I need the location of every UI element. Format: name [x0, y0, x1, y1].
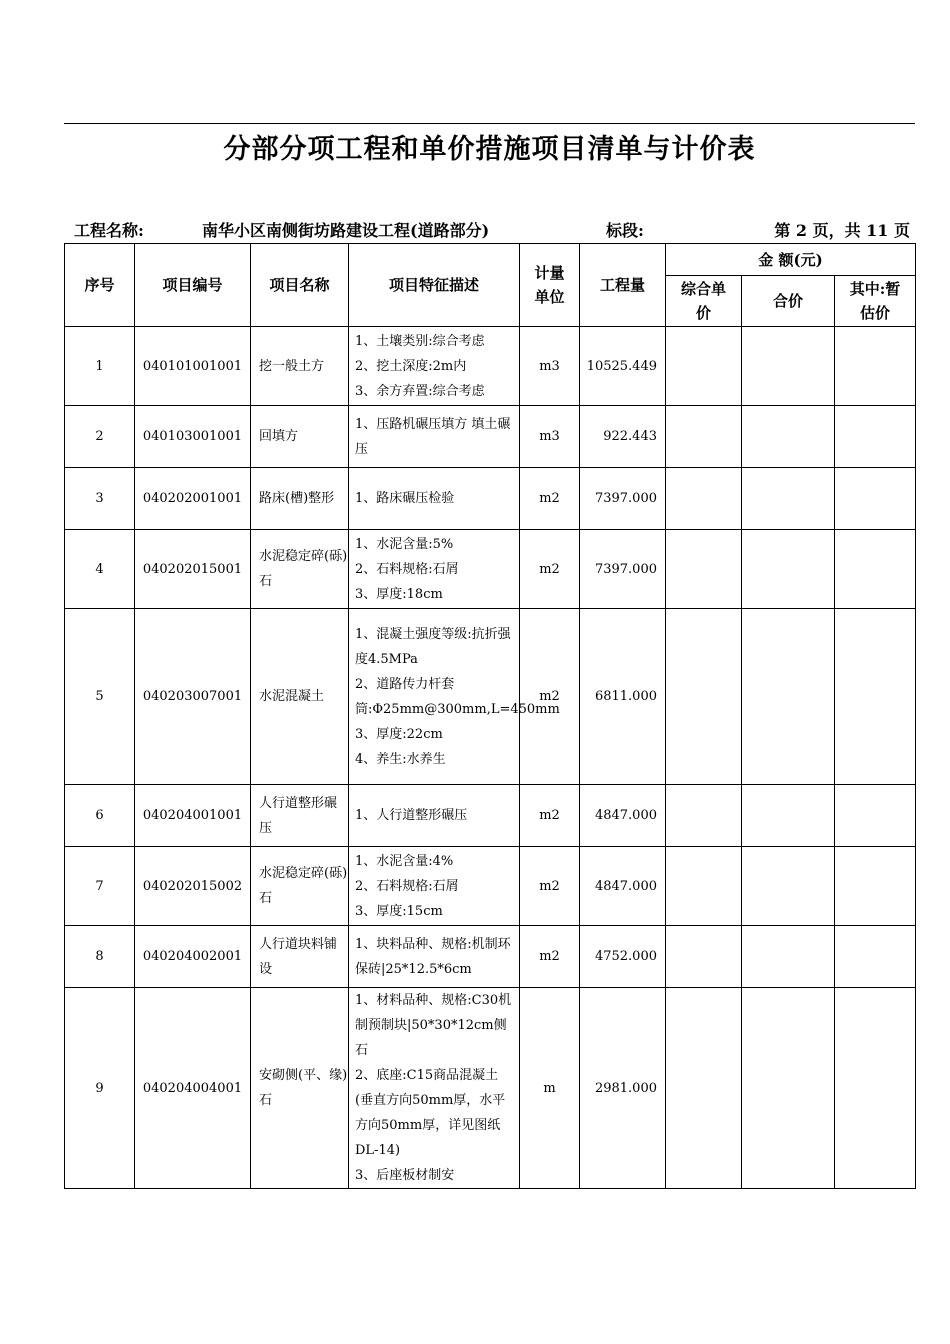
desc-line: 2、石料规格:石屑 [355, 561, 459, 577]
cell-desc [349, 530, 520, 609]
table-row [65, 468, 916, 530]
cell-total [742, 530, 835, 609]
cell-name: 路床(槽)整形 [251, 468, 349, 530]
desc-line: 1、混凝土强度等级:抗折强度4.5MPa [355, 626, 511, 667]
cell-code: 040203007001 [135, 609, 251, 785]
table-row [65, 406, 916, 468]
cell-code: 040103001001 [135, 406, 251, 468]
table-row [65, 530, 916, 609]
cell-desc [349, 468, 520, 530]
page-title: 分部分项工程和单价措施项目清单与计价表 [223, 134, 756, 165]
cell-qty: 2981.000 [580, 988, 666, 1189]
cell-code: 040204004001 [135, 988, 251, 1189]
cell-desc [349, 988, 520, 1189]
header-amount: 金 额(元) [666, 244, 916, 276]
desc-line: 4、养生:水养生 [355, 751, 446, 767]
desc-line: 1、路床碾压检验 [355, 491, 455, 506]
header-desc: 项目特征描述 [349, 244, 520, 327]
cell-unit: m2 [520, 530, 580, 609]
desc-line: 2、挖土深度:2m内 [355, 358, 467, 374]
desc-line: 3、厚度:22cm [355, 726, 443, 742]
desc-line: 2、底座:C15商品混凝土(垂直方向50mm厚，水平方向50mm厚，详见图纸DL-14) [355, 1068, 506, 1158]
cell-seq: 3 [65, 468, 135, 530]
cell-unit-price [666, 530, 742, 609]
desc-line: 3、厚度:15cm [355, 903, 443, 919]
cell-seq: 2 [65, 406, 135, 468]
cell-total [742, 988, 835, 1189]
cell-qty: 7397.000 [580, 530, 666, 609]
cell-qty: 10525.449 [580, 327, 666, 406]
project-label: 工程名称: [74, 221, 144, 240]
desc-line: 1、土壤类别:综合考虑 [355, 333, 485, 349]
cell-seq: 8 [65, 926, 135, 988]
cell-name: 安砌侧(平、缘)石 [251, 988, 349, 1189]
cell-seq: 9 [65, 988, 135, 1189]
cell-name: 人行道整形碾压 [251, 785, 349, 847]
cell-code: 040204001001 [135, 785, 251, 847]
cell-unit-price [666, 988, 742, 1189]
cell-provisional [835, 847, 916, 926]
table-header [65, 244, 916, 327]
cell-seq: 1 [65, 327, 135, 406]
header-unit: 计量单位 [520, 244, 580, 327]
project-name: 南华小区南侧街坊路建设工程(道路部分) [202, 221, 490, 240]
cell-unit: m2 [520, 847, 580, 926]
desc-line: 2、道路传力杆套筒:Φ25mm@300mm,L=450mm [355, 676, 560, 717]
cell-unit-price [666, 468, 742, 530]
table-row [65, 847, 916, 926]
desc-line: 3、后座板材制安 [355, 1168, 455, 1183]
desc-line: 3、厚度:18cm [355, 586, 443, 602]
cell-code: 040204002001 [135, 926, 251, 988]
cell-name: 回填方 [251, 406, 349, 468]
cell-total [742, 926, 835, 988]
cell-unit: m3 [520, 327, 580, 406]
desc-line: 1、块料品种、规格:机制环保砖|25*12.5*6cm [355, 936, 511, 977]
bill-table [64, 243, 916, 1189]
cell-code: 040202015002 [135, 847, 251, 926]
cell-seq: 4 [65, 530, 135, 609]
header-total: 合价 [742, 276, 835, 327]
page-info: 第 2 页，共 11 页 [774, 221, 910, 240]
cell-provisional [835, 609, 916, 785]
cell-code: 040202015001 [135, 530, 251, 609]
cell-provisional [835, 785, 916, 847]
cell-provisional [835, 988, 916, 1189]
cell-qty: 4847.000 [580, 847, 666, 926]
desc-line: 1、水泥含量:5% [355, 536, 454, 552]
table-row [65, 926, 916, 988]
cell-provisional [835, 926, 916, 988]
header-qty: 工程量 [580, 244, 666, 327]
cell-name: 人行道块料铺设 [251, 926, 349, 988]
cell-desc [349, 926, 520, 988]
project-meta [74, 220, 910, 242]
table-row [65, 988, 916, 1189]
cell-code: 040202001001 [135, 468, 251, 530]
desc-line: 2、石料规格:石屑 [355, 878, 459, 894]
cell-unit-price [666, 327, 742, 406]
desc-line: 1、水泥含量:4% [355, 853, 454, 869]
cell-qty: 922.443 [580, 406, 666, 468]
table-row [65, 785, 916, 847]
desc-line: 1、材料品种、规格:C30机制预制块|50*30*12cm侧石 [355, 993, 512, 1058]
table-row [65, 609, 916, 785]
cell-unit: m2 [520, 609, 580, 785]
cell-desc [349, 785, 520, 847]
desc-line: 3、余方弃置:综合考虑 [355, 383, 485, 399]
cell-desc [349, 406, 520, 468]
cell-unit-price [666, 785, 742, 847]
cell-name: 水泥混凝土 [251, 609, 349, 785]
cell-name: 水泥稳定碎(砾)石 [251, 530, 349, 609]
cell-unit-price [666, 847, 742, 926]
cell-unit: m [520, 988, 580, 1189]
cell-qty: 4752.000 [580, 926, 666, 988]
cell-name: 水泥稳定碎(砾)石 [251, 847, 349, 926]
header-seq: 序号 [65, 244, 135, 327]
table-body [65, 327, 916, 1189]
cell-desc [349, 847, 520, 926]
desc-line: 1、压路机碾压填方 填土碾压 [355, 416, 511, 457]
header-code: 项目编号 [135, 244, 251, 327]
top-rule [64, 123, 915, 124]
cell-qty: 7397.000 [580, 468, 666, 530]
cell-total [742, 609, 835, 785]
section-label: 标段: [606, 221, 644, 240]
cell-unit: m2 [520, 926, 580, 988]
cell-provisional [835, 530, 916, 609]
cell-provisional [835, 468, 916, 530]
cell-total [742, 327, 835, 406]
cell-unit: m2 [520, 468, 580, 530]
cell-qty: 4847.000 [580, 785, 666, 847]
cell-code: 040101001001 [135, 327, 251, 406]
cell-provisional [835, 327, 916, 406]
cell-seq: 5 [65, 609, 135, 785]
cell-seq: 7 [65, 847, 135, 926]
cell-unit-price [666, 926, 742, 988]
cell-total [742, 847, 835, 926]
cell-provisional [835, 406, 916, 468]
cell-name: 挖一般土方 [251, 327, 349, 406]
cell-unit: m3 [520, 406, 580, 468]
cell-desc [349, 327, 520, 406]
table-row [65, 327, 916, 406]
cell-qty: 6811.000 [580, 609, 666, 785]
cell-unit: m2 [520, 785, 580, 847]
cell-unit-price [666, 609, 742, 785]
cell-total [742, 785, 835, 847]
cell-unit-price [666, 406, 742, 468]
desc-line: 1、人行道整形碾压 [355, 808, 468, 823]
cell-total [742, 468, 835, 530]
header-unit-price: 综合单价 [666, 276, 742, 327]
header-provisional: 其中:暂估价 [835, 276, 916, 327]
cell-seq: 6 [65, 785, 135, 847]
cell-total [742, 406, 835, 468]
header-name: 项目名称 [251, 244, 349, 327]
